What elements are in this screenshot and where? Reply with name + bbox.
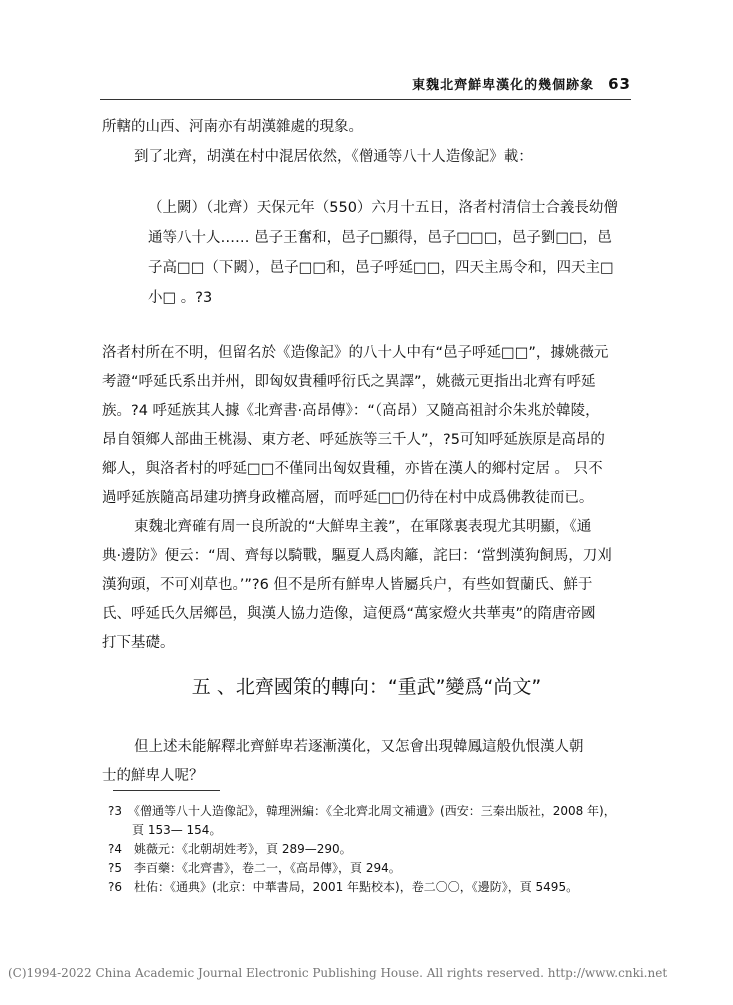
- paragraph-5: 但上述未能解釋北齊鮮卑若逐漸漢化，又怎會出現韓鳳這般仇恨漢人朝 士的鮮卑人呢？: [102, 739, 584, 784]
- copyright-footer: (C)1994-2022 China Academic Journal Electronic Publishing House. All rights reserved. http://www.cnki.net: [8, 966, 668, 980]
- running-header: [412, 74, 631, 93]
- header-rule: [100, 99, 631, 100]
- footnotes: [108, 802, 633, 897]
- quote-line: 小□ 。?3: [148, 290, 213, 306]
- paragraph-3: 洛者村所在不明，但留名於《造像記》的八十人中有“邑子呼延□□”，據姚薇元 考證“呼延氏系出并州，即匈奴貴種呼衍氏之異譯”，姚薇元更指出北齊有呼延 族。?4 呼延族其人據《北齊書·高昂傳》：“（高昂）又隨高祖討尒朱兆於韓陵， 昂自領鄉人部曲王桃湯、東方老、呼延族等三千人”，?5可知呼延族原是高昂的 鄉人，與洛者村的呼延□□不僅同出匈奴貴種，亦皆在漢人的鄉村定居 。 只不 過呼延族隨高昂建功擠身政權高層，而呼延□□仍待在村中成爲佛教徒而已。: [102, 345, 609, 506]
- paragraph-4: 東魏北齊確有周一良所說的“大鮮卑主義”，在軍隊裏表現尤其明顯，《通 典·邊防》便云：“周、齊每以騎戰，驅夏人爲肉籬，詫曰：‘當剉漢狗飼馬，刀刈 漢狗頭，不可刈草也。’”?6 但不是所有鮮卑人皆屬兵户，有些如賀蘭氏、鮮于 氏、呼延氏久居鄉邑，與漢人協力造像，這便爲“萬家燈火共華夷”的隋唐帝國 打下基礎。: [102, 519, 612, 651]
- paragraph-1: 所轄的山西、河南亦有胡漢雜處的現象。: [102, 119, 363, 135]
- quote-line: 通等八十人…… 邑子王奮和，邑子□顯得，邑子□□□，邑子劉□□，邑: [148, 230, 612, 246]
- footnote-3: ?3 《僧通等八十人造像記》，韓理洲編：《全北齊北周文補遺》(西安：三秦出版社，2008 年)， 頁 153— 154。: [108, 804, 616, 837]
- running-title: 東魏北齊鮮卑漢化的幾個跡象: [412, 78, 595, 93]
- footnote-rule: [113, 790, 220, 791]
- footnote-5: ?5 李百藥：《北齊書》，卷二一，《高昂傳》，頁 294。: [108, 861, 401, 875]
- quote-line: （上闕）（北齊）天保元年（550）六月十五日，洛者村清信士合義長幼僧: [148, 200, 618, 216]
- paragraph-2: 到了北齊，胡漢在村中混居依然，《僧通等八十人造像記》載：: [134, 149, 533, 165]
- quote-block: [148, 193, 632, 313]
- footnote-6: ?6 杜佑：《通典》(北京：中華書局，2001 年點校本)，卷二〇〇，《邊防》，頁 5495。: [108, 880, 579, 894]
- section-heading: 五 、北齊國策的轉向：“重武”變爲“尚文”: [191, 676, 542, 698]
- quote-line: 子高□□（下闕），邑子□□和，邑子呼延□□，四天主馬令和，四天主□: [148, 260, 614, 276]
- page-number: 63: [608, 75, 631, 93]
- footnote-4: ?4 姚薇元：《北朝胡姓考》，頁 289—290。: [108, 842, 352, 856]
